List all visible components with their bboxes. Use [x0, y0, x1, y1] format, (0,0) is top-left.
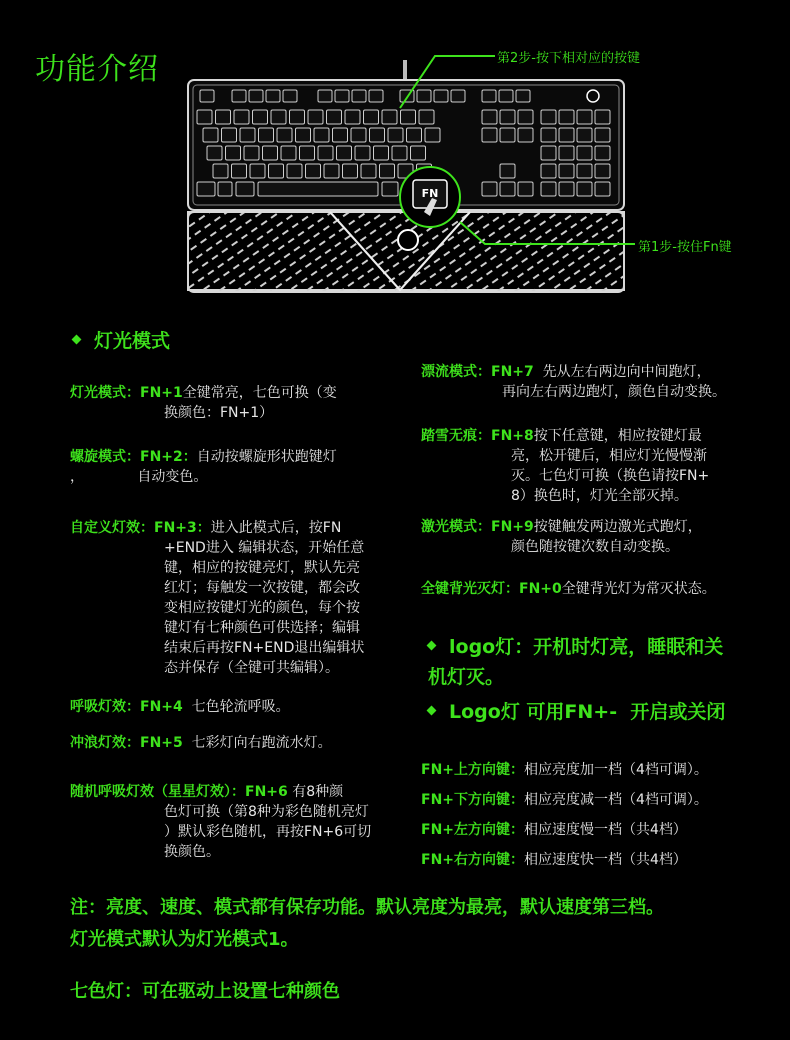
lighting-heading: 灯光模式	[73, 326, 170, 353]
key	[541, 128, 556, 142]
color-note: 七色灯：可在驱动上设置七种颜色	[70, 981, 340, 1002]
key	[216, 110, 231, 124]
key	[451, 90, 465, 102]
key	[595, 128, 610, 142]
key	[222, 128, 237, 142]
key	[482, 128, 497, 142]
key	[287, 164, 302, 178]
key	[499, 90, 513, 102]
list-item: FN+下方向键：相应亮度减一档（4档可调）。	[421, 792, 708, 808]
right-item-1: 踏雪无痕：FN+8按下任意键，相应按键灯最 亮，松开键后，相应灯光慢慢渐 灭。七色灯可换（换色请按FN+ 8）换色时，灯光全部灭掉。	[421, 428, 710, 504]
key	[595, 164, 610, 178]
key	[577, 146, 592, 160]
key	[482, 182, 497, 196]
key	[559, 182, 574, 196]
key	[595, 182, 610, 196]
right-item-2: 激光模式：FN+9按键触发两边激光式跑灯， 颜色随按键次数自动变换。	[421, 519, 702, 555]
logo-toggle-line: Logo灯 可用FN+- 开启或关闭	[428, 697, 725, 724]
right-item-3: 全键背光灭灯：FN+0全键背光灯为常灭状态。	[421, 581, 716, 597]
key	[382, 110, 397, 124]
key	[308, 110, 323, 124]
right-item-0: 漂流模式：FN+7 先从左右两边向中间跑灯， 再向左右两边跑灯，颜色自动变换。	[421, 364, 726, 400]
key	[234, 110, 249, 124]
key	[250, 164, 265, 178]
key	[218, 182, 232, 196]
key	[500, 110, 515, 124]
key	[482, 90, 496, 102]
key	[269, 164, 284, 178]
key	[407, 128, 422, 142]
keyboard-illustration	[0, 0, 790, 310]
key	[318, 90, 332, 102]
note-block: 注：亮度、速度、模式都有保存功能。默认亮度为最亮，默认速度第三档。 灯光模式默认为灯光模式1。	[70, 897, 664, 950]
key	[382, 182, 398, 196]
key	[434, 90, 448, 102]
key	[266, 90, 280, 102]
logo-section: logo灯：开机时灯亮，睡眠和关 机灯灭。	[428, 636, 724, 688]
key	[306, 164, 321, 178]
key	[343, 164, 358, 178]
key	[314, 128, 329, 142]
key	[253, 110, 268, 124]
key	[277, 128, 292, 142]
key	[337, 146, 352, 160]
key	[559, 146, 574, 160]
key	[559, 164, 574, 178]
key	[482, 110, 497, 124]
key	[541, 146, 556, 160]
key	[300, 146, 315, 160]
left-item-3: 呼吸灯效：FN+4 七色轮流呼吸。	[70, 699, 290, 715]
key	[541, 164, 556, 178]
key	[518, 128, 533, 142]
key	[296, 128, 311, 142]
key	[419, 110, 434, 124]
key	[236, 182, 254, 196]
key	[281, 146, 296, 160]
key	[197, 182, 215, 196]
key	[244, 146, 259, 160]
key	[203, 128, 218, 142]
key	[207, 146, 222, 160]
key	[364, 110, 379, 124]
key	[500, 128, 515, 142]
key	[370, 128, 385, 142]
key	[318, 146, 333, 160]
key	[425, 128, 440, 142]
key	[355, 146, 370, 160]
key	[259, 128, 274, 142]
key	[518, 182, 533, 196]
left-item-2: 自定义灯效：FN+3：进入此模式后，按FN +END进入 编辑状态，开始任意 键，相应的按键亮灯，默认先亮 红灯；每触发一次按键，都会改 变相应按键灯光的颜色，每个按 键灯有七种颜色可供选择；编辑 结束后再按FN+END退出编辑状 态并保存（全键可共编辑）。	[70, 520, 365, 676]
key	[417, 90, 431, 102]
list-item: FN+右方向键：相应速度快一档（共4档）	[421, 852, 687, 868]
page-title: 功能介绍	[35, 52, 159, 87]
key	[324, 164, 339, 178]
left-item-4: 冲浪灯效：FN+5 七彩灯向右跑流水灯。	[70, 735, 332, 751]
key	[411, 146, 426, 160]
left-item-1: 螺旋模式：FN+2：自动按螺旋形状跑键灯 ， 自动变色。	[70, 449, 337, 485]
key	[351, 128, 366, 142]
fn-key-label: FN	[421, 187, 439, 200]
key	[577, 164, 592, 178]
key	[374, 146, 389, 160]
key	[258, 182, 378, 196]
key	[197, 110, 212, 124]
key	[577, 128, 592, 142]
key	[226, 146, 241, 160]
key	[232, 164, 247, 178]
key	[333, 128, 348, 142]
key	[541, 110, 556, 124]
key	[240, 128, 255, 142]
key	[577, 110, 592, 124]
key	[290, 110, 305, 124]
key	[361, 164, 376, 178]
key	[559, 128, 574, 142]
key	[213, 164, 228, 178]
key	[352, 90, 366, 102]
logo-emblem	[398, 230, 418, 250]
key	[392, 146, 407, 160]
key	[200, 90, 214, 102]
key	[263, 146, 278, 160]
diamond-bullet-icon	[427, 641, 437, 651]
key	[249, 90, 263, 102]
key	[271, 110, 286, 124]
arrow-key-list	[421, 755, 786, 875]
key	[559, 110, 574, 124]
key	[577, 182, 592, 196]
step2-callout: 第2步-按下相对应的按键	[497, 51, 640, 66]
key	[232, 90, 246, 102]
key	[401, 110, 416, 124]
list-item: FN+上方向键：相应亮度加一档（4档可调）。	[421, 762, 708, 778]
key	[345, 110, 360, 124]
key	[283, 90, 297, 102]
key	[369, 90, 383, 102]
step1-callout: 第1步-按住Fn键	[638, 240, 732, 255]
key	[518, 110, 533, 124]
key	[595, 110, 610, 124]
key	[335, 90, 349, 102]
key	[380, 164, 395, 178]
key	[500, 182, 515, 196]
key	[388, 128, 403, 142]
diamond-bullet-icon	[427, 706, 437, 716]
key	[595, 146, 610, 160]
key	[500, 164, 515, 178]
diamond-bullet-icon	[72, 335, 82, 345]
key	[516, 90, 530, 102]
left-item-0: 灯光模式：FN+1全键常亮，七色可换（变 换颜色：FN+1）	[70, 385, 337, 421]
list-item: FN+左方向键：相应速度慢一档（共4档）	[421, 822, 687, 838]
left-item-5: 随机呼吸灯效（星星灯效）：FN+6 有8种颜 色灯可换（第8种为彩色随机亮灯 ）默认彩色随机，再按FN+6可切 换颜色。	[70, 784, 372, 860]
key	[327, 110, 342, 124]
key	[541, 182, 556, 196]
